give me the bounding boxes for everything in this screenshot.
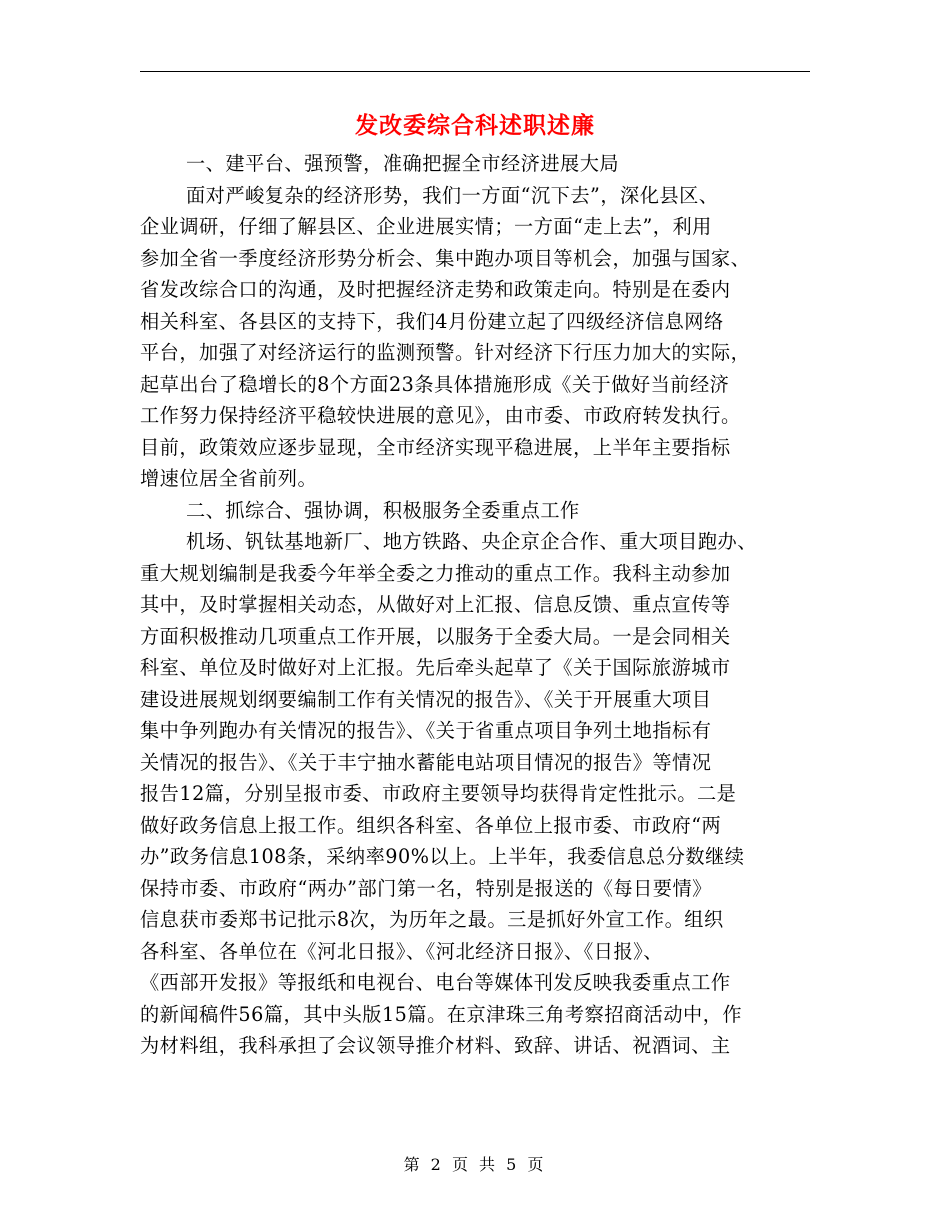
body-line: 保持市委、市政府“两办”部门第一名，特别是报送的《每日要情》 (140, 876, 712, 900)
body-line: 参加全省一季度经济形势分析会、集中跑办项目等机会，加强与国家、 (140, 246, 751, 270)
body-line: 做好政务信息上报工作。组织各科室、各单位上报市委、市政府“两 (140, 813, 722, 837)
body-line: 起草出台了稳增长的8个方面23条具体措施形成《关于做好当前经济 (140, 372, 730, 396)
document-body (140, 148, 812, 1062)
body-line: 企业调研，仔细了解县区、企业进展实情；一方面“走上去”，利用 (140, 215, 712, 238)
body-line: 其中，及时掌握相关动态，从做好对上汇报、信息反馈、重点宣传等 (140, 593, 731, 616)
body-line: 办”政务信息108条，采纳率90%以上。上半年，我委信息总分数继续 (140, 845, 745, 868)
body-line: 各科室、各单位在《河北日报》、《河北经济日报》、《日报》、 (140, 939, 663, 963)
body-line: 工作努力保持经济平稳较快进展的意见》，由市委、市政府转发执行。 (140, 404, 741, 427)
body-line: 平台，加强了对经济运行的监测预警。针对经济下行压力加大的实际， (140, 341, 751, 364)
body-line: 科室、单位及时做好对上汇报。先后牵头起草了《关于国际旅游城市 (140, 656, 731, 679)
body-line: 报告12篇，分别呈报市委、市政府主要领导均获得肯定性批示。二是 (140, 782, 737, 805)
body-line: 信息获市委郑书记批示8次，为历年之最。三是抓好外宣工作。组织 (140, 908, 724, 931)
body-line: 一、建平台、强预警，准确把握全市经济进展大局 (186, 152, 620, 175)
body-line: 方面积极推动几项重点工作开展，以服务于全委大局。一是会同相关 (140, 624, 731, 648)
body-line: 建设进展规划纲要编制工作有关情况的报告》、《关于开展重大项目 (140, 687, 712, 711)
page-footer: 第 2 页 共 5 页 (403, 1155, 547, 1174)
body-line: 机场、钒钛基地新厂、地方铁路、央企京企合作、重大项目跑办、 (186, 530, 757, 553)
body-line: 关情况的报告》、《关于丰宁抽水蓄能电站项目情况的报告》等情况 (140, 750, 712, 774)
body-line: 增速位居全省前列。 (140, 467, 318, 490)
body-line: 相关科室、各县区的支持下，我们4月份建立起了四级经济信息网络 (140, 309, 724, 333)
body-line: 为材料组，我科承担了会议领导推介材料、致辞、讲话、祝酒词、主 (140, 1034, 731, 1057)
body-line: 二、抓综合、强协调，积极服务全委重点工作 (186, 498, 580, 522)
body-line: 重大规划编制是我委今年举全委之力推动的重点工作。我科主动参加 (140, 561, 731, 585)
body-line: 的新闻稿件56篇，其中头版15篇。在京津珠三角考察招商活动中，作 (140, 1002, 743, 1026)
header-rule (140, 71, 810, 72)
body-line: 省发改综合口的沟通，及时把握经济走势和政策走向。特别是在委内 (140, 278, 731, 301)
body-line: 《西部开发报》等报纸和电视台、电台等媒体刊发反映我委重点工作 (140, 971, 731, 994)
document-title: 发改委综合科述职述廉 (355, 112, 595, 139)
body-line: 集中争列跑办有关情况的报告》、《关于省重点项目争列土地指标有 (140, 719, 712, 742)
body-line: 目前，政策效应逐步显现，全市经济实现平稳进展，上半年主要指标 (140, 435, 731, 459)
body-line: 面对严峻复杂的经济形势，我们一方面“沉下去”，深化县区、 (186, 183, 719, 207)
